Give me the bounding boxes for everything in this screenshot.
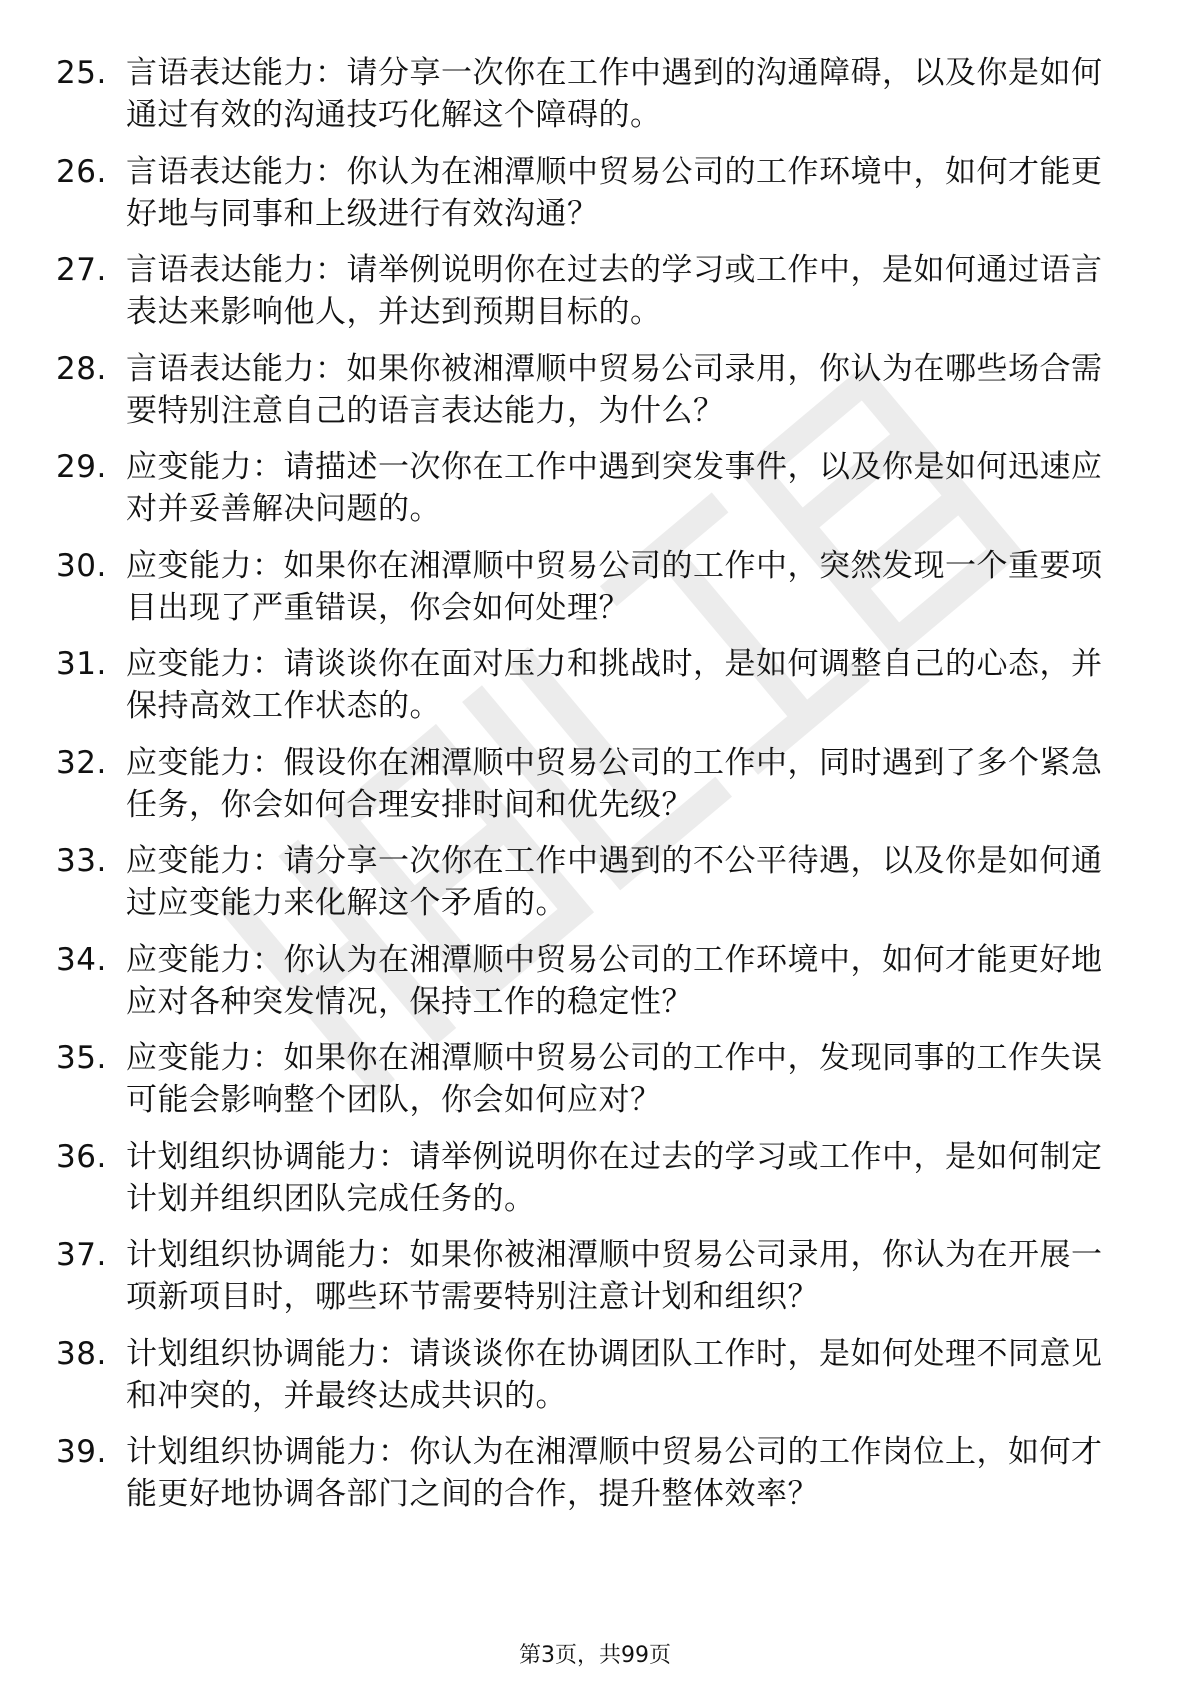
question-item (56, 1333, 1116, 1417)
question-number: 36. (56, 1138, 107, 1175)
question-number: 30. (56, 547, 107, 584)
question-text: 计划组织协调能力：请谈谈你在协调团队工作时，是如何处理不同意见和冲突的，并最终达成共识的。 (126, 1335, 1103, 1414)
question-text: 应变能力：你认为在湘潭顺中贸易公司的工作环境中，如何才能更好地应对各种突发情况，保持工作的稳定性？ (126, 941, 1103, 1020)
question-text: 计划组织协调能力：你认为在湘潭顺中贸易公司的工作岗位上，如何才能更好地协调各部门之间的合作，提升整体效率？ (126, 1434, 1103, 1512)
question-text: 言语表达能力：请举例说明你在过去的学习或工作中，是如何通过语言表达来影响他人，并达到预期目标的。 (126, 252, 1103, 330)
question-text: 言语表达能力：如果你被湘潭顺中贸易公司录用，你认为在哪些场合需要特别注意自己的语言表达能力，为什么？ (126, 350, 1103, 429)
page-number-footer: 第3页，共99页 (519, 1643, 671, 1668)
question-item (56, 1037, 1116, 1121)
question-list (56, 52, 1116, 1530)
question-number: 34. (56, 941, 107, 978)
question-text: 应变能力：如果你在湘潭顺中贸易公司的工作中，突然发现一个重要项目出现了严重错误，你会如何处理？ (126, 547, 1103, 626)
question-item (56, 545, 1116, 629)
question-item (56, 840, 1116, 924)
question-item (56, 1136, 1116, 1220)
question-item (56, 939, 1116, 1023)
question-item (56, 249, 1116, 333)
question-text: 应变能力：请分享一次你在工作中遇到的不公平待遇，以及你是如何通过应变能力来化解这个矛盾的。 (126, 843, 1103, 921)
question-number: 29. (56, 449, 107, 485)
question-text: 应变能力：假设你在湘潭顺中贸易公司的工作中，同时遇到了多个紧急任务，你会如何合理安排时间和优先级？ (126, 744, 1103, 823)
question-number: 31. (56, 646, 107, 682)
question-text: 计划组织协调能力：如果你被湘潭顺中贸易公司录用，你认为在开展一项新项目时，哪些环节需要特别注意计划和组织？ (126, 1237, 1103, 1315)
question-item (56, 742, 1116, 826)
question-number: 25. (56, 55, 107, 91)
question-number: 28. (56, 350, 107, 387)
question-text: 言语表达能力：请分享一次你在工作中遇到的沟通障碍，以及你是如何通过有效的沟通技巧化解这个障碍的。 (126, 55, 1103, 133)
question-item (56, 446, 1116, 530)
question-number: 38. (56, 1335, 107, 1372)
question-number: 27. (56, 252, 107, 288)
question-text: 应变能力：请描述一次你在工作中遇到突发事件，以及你是如何迅速应对并妥善解决问题的。 (126, 449, 1103, 527)
question-number: 33. (56, 843, 107, 879)
question-item (56, 52, 1116, 136)
question-item (56, 348, 1116, 432)
question-number: 32. (56, 744, 107, 781)
question-text: 言语表达能力：你认为在湘潭顺中贸易公司的工作环境中，如何才能更好地与同事和上级进行有效沟通？ (126, 153, 1103, 232)
question-item (56, 151, 1116, 235)
question-number: 39. (56, 1434, 107, 1470)
question-number: 37. (56, 1237, 107, 1273)
question-item (56, 643, 1116, 727)
question-text: 应变能力：如果你在湘潭顺中贸易公司的工作中，发现同事的工作失误可能会影响整个团队，你会如何应对？ (126, 1040, 1103, 1118)
question-number: 26. (56, 153, 107, 190)
question-text: 应变能力：请谈谈你在面对压力和挑战时，是如何调整自己的心态，并保持高效工作状态的。 (126, 646, 1103, 724)
question-item (56, 1431, 1116, 1515)
question-text: 计划组织协调能力：请举例说明你在过去的学习或工作中，是如何制定计划并组织团队完成任务的。 (126, 1138, 1103, 1217)
question-number: 35. (56, 1040, 107, 1076)
question-item (56, 1234, 1116, 1318)
